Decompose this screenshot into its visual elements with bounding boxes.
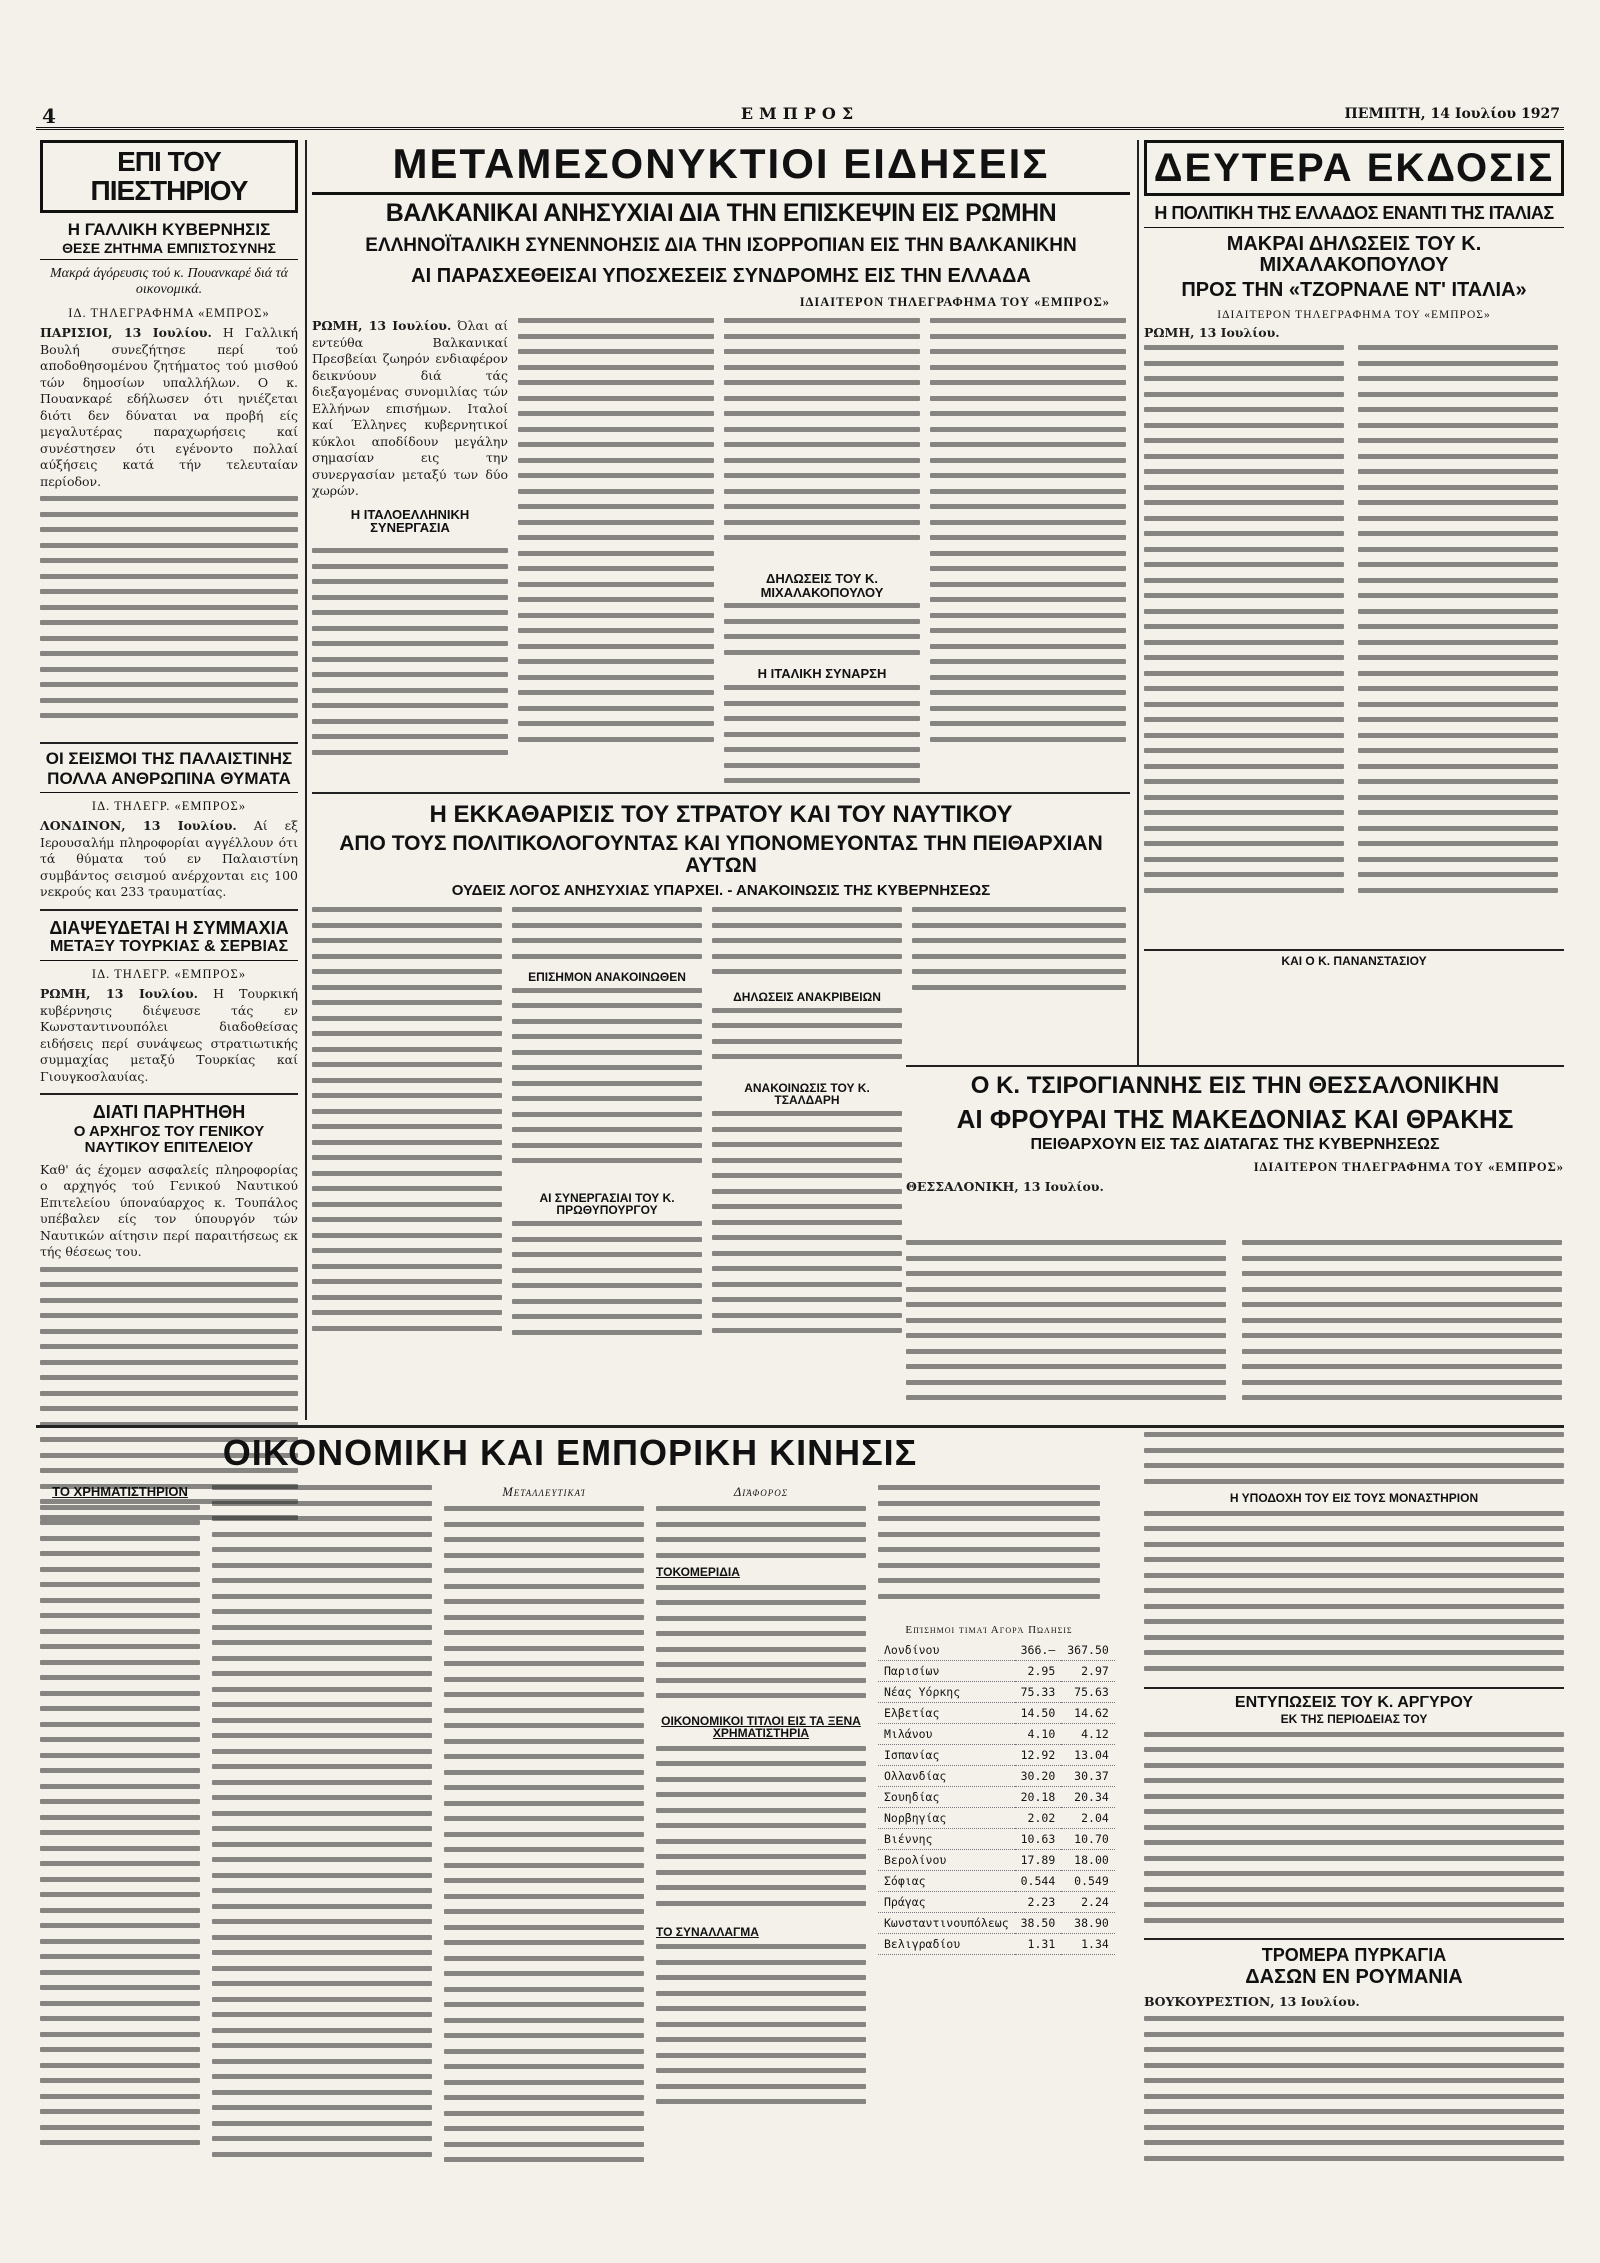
rate-sell: 75.63 bbox=[1061, 1682, 1115, 1703]
article-subhead: ΑΝΑΚΟΙΝΩΣΙΣ ΤΟΥ Κ. ΤΣΑΛΔΑΡΗ bbox=[744, 1080, 870, 1108]
rate-buy: 17.89 bbox=[1015, 1850, 1062, 1871]
main-headline: ΒΑΛΚΑΝΙΚΑΙ ΑΝΗΣΥΧΙΑΙ ΔΙΑ ΤΗΝ ΕΠΙΣΚΕΨΙΝ ΕΙΣ ΡΩΜΗΝ bbox=[385, 199, 1057, 227]
rate-city: Κωνσταντινουπόλεως bbox=[878, 1913, 1015, 1934]
dateline: ΡΩΜΗ, 13 Ιουλίου. bbox=[1144, 324, 1280, 340]
article-body-continuation bbox=[1242, 1240, 1562, 1410]
rate-city: Παρισίων bbox=[878, 1661, 1015, 1682]
finance-banner: ΟΙΚΟΝΟΜΙΚΗ ΚΑΙ ΕΜΠΟΡΙΚΗ ΚΙΝΗΣΙΣ bbox=[222, 1432, 918, 1473]
rate-sell: 4.12 bbox=[1061, 1724, 1115, 1745]
article-body-continuation bbox=[712, 907, 902, 987]
rate-city: Σόφιας bbox=[878, 1871, 1015, 1892]
dateline: ΛΟΝΔΙΝΟΝ, 13 Ιουλίου. bbox=[40, 818, 237, 833]
rate-city: Πράγας bbox=[878, 1892, 1015, 1913]
rate-buy: 1.31 bbox=[1015, 1934, 1062, 1955]
article-subhead: Η ΙΤΑΛΙΚΗ ΣΥΝΑΡΣΗ bbox=[757, 666, 887, 682]
rate-row bbox=[878, 1808, 1115, 1829]
rate-row bbox=[878, 1766, 1115, 1787]
rate-row bbox=[878, 1724, 1115, 1745]
article-body-continuation bbox=[712, 1111, 902, 1361]
rate-buy: 75.33 bbox=[1015, 1682, 1062, 1703]
rate-row bbox=[878, 1829, 1115, 1850]
rate-row bbox=[878, 1892, 1115, 1913]
article-text: Όλαι αί εντεύθα Βαλκανικαί Πρεσβείαι ζωηρόν ενδιαφέρον δεικνύουν διά τάς διεξαγομένας συνομιλίας τών Ελλήνων επισήμων. Ιταλοί καί Έλληνες κυβερνητικοί κύκλοι αποδίδουν μεγάλην σημασίαν εις την συνεργασίαν μεταξύ των δύο χωρών. bbox=[312, 318, 508, 499]
rate-city: Βερολίνου bbox=[878, 1850, 1015, 1871]
rate-buy: 30.20 bbox=[1015, 1766, 1062, 1787]
page-number: 4 bbox=[42, 104, 56, 128]
rate-sell: 367.50 bbox=[1061, 1640, 1115, 1661]
tsirogiannis-story bbox=[906, 1065, 1564, 1420]
finance-subhead: Μεταλλευτικαί bbox=[502, 1485, 586, 1499]
right-column bbox=[1144, 140, 1564, 1060]
rate-row bbox=[878, 1682, 1115, 1703]
rate-sell: 2.24 bbox=[1061, 1892, 1115, 1913]
column-rule bbox=[305, 140, 307, 1420]
article-subhead: ΕΠΙΣΗΜΟΝ ΑΝΑΚΟΙΝΩΘΕΝ bbox=[528, 970, 686, 985]
section-rule bbox=[40, 909, 298, 911]
rate-sell: 13.04 bbox=[1061, 1745, 1115, 1766]
dateline: ΡΩΜΗ, 13 Ιουλίου. bbox=[40, 986, 198, 1002]
article-body-continuation bbox=[512, 1221, 702, 1361]
dateline: ΠΑΡΙΣΙΟΙ, 13 Ιουλίου. bbox=[40, 325, 212, 341]
article-body-continuation bbox=[518, 318, 714, 778]
left-column bbox=[40, 140, 298, 1420]
article-text: Η Τουρκική κυβέρνησις διέψευσε τάς εν Κωνσταντινουπόλει διαδοθείσας ειδήσεις περί συνάψεως στρατιωτικής συμμαχίας μεταξύ Τουρκίας καί Γιουγκοσλαυίας. bbox=[40, 986, 298, 1084]
finance-listing bbox=[444, 1506, 644, 2226]
rate-buy: 10.63 bbox=[1015, 1829, 1062, 1850]
story-headline: ΤΡΟΜΕΡΑ ΠΥΡΚΑΓΙΑ bbox=[1261, 1944, 1447, 1965]
rate-city: Βιέννης bbox=[878, 1829, 1015, 1850]
finance-subhead: ΤΟ ΧΡΗΜΑΤΙΣΤΗΡΙΟΝ bbox=[52, 1484, 188, 1499]
article-subhead: ΑΙ ΣΥΝΕΡΓΑΣΙΑΙ ΤΟΥ Κ. ΠΡΩΘΥΠΟΥΡΓΟΥ bbox=[539, 1190, 675, 1218]
rate-row bbox=[878, 1787, 1115, 1808]
rate-row bbox=[878, 1850, 1115, 1871]
story-deck: Μακρά άγόρευσις τού κ. Πουανκαρέ διά τά οικονομικά. bbox=[50, 266, 288, 298]
article-col bbox=[512, 907, 702, 1361]
article-columns bbox=[312, 318, 1130, 788]
rate-buy: 20.18 bbox=[1015, 1787, 1062, 1808]
rate-buy: 12.92 bbox=[1015, 1745, 1062, 1766]
section-rule bbox=[36, 1425, 1564, 1428]
rate-city: Λονδίνου bbox=[878, 1640, 1015, 1661]
rate-city: Ελβετίας bbox=[878, 1703, 1015, 1724]
rate-row bbox=[878, 1703, 1115, 1724]
dateline: ΡΩΜΗ, 13 Ιουλίου. bbox=[312, 318, 452, 334]
rate-sell: 20.34 bbox=[1061, 1787, 1115, 1808]
story-subhead: ΔΑΣΩΝ ΕΝ ΡΟΥΜΑΝΙΑ bbox=[1245, 1965, 1463, 1988]
rate-row bbox=[878, 1661, 1115, 1682]
agency-line: ΙΔΙΑΙΤΕΡΟΝ ΤΗΛΕΓΡΑΦΗΜΑ ΤΟΥ «ΕΜΠΡΟΣ» bbox=[799, 295, 1110, 310]
rate-city: Νορβηγίας bbox=[878, 1808, 1015, 1829]
story-subhead: Ο ΑΡΧΗΓΟΣ ΤΟΥ ΓΕΝΙΚΟΥ ΝΑΥΤΙΚΟΥ ΕΠΙΤΕΛΕΙΟΥ bbox=[73, 1123, 265, 1156]
rate-row bbox=[878, 1934, 1115, 1955]
section-rule bbox=[906, 1065, 1564, 1067]
finance-listing bbox=[656, 1944, 866, 2124]
article-body-continuation bbox=[1144, 1732, 1564, 1932]
army-headline: Η ΕΚΚΑΘΑΡΙΣΙΣ ΤΟΥ ΣΤΡΑΤΟΥ ΚΑΙ ΤΟΥ ΝΑΥΤΙΚΟΥ bbox=[429, 801, 1013, 829]
rate-city: Μιλάνου bbox=[878, 1724, 1015, 1745]
article-subhead: ΔΗΛΩΣΕΙΣ ΤΟΥ Κ. ΜΙΧΑΛΑΚΟΠΟΥΛΟΥ bbox=[760, 571, 884, 600]
article-body bbox=[40, 818, 298, 901]
center-banner: ΜΕΤΑΜΕΣΟΝΥΚΤΙΟΙ ΕΙΔΗΣΕΙΣ bbox=[312, 140, 1130, 195]
article-text: Αί εξ Ιερουσαλήμ πληροφορίαι αγγέλλουν ότι τά θύματα τού εν Παλαιστίνη συμβάντος σεισμού ανέρχονται εις 100 νεκρούς και 233 τραυματίας. bbox=[40, 818, 298, 899]
finance-section bbox=[40, 1484, 1109, 2255]
agency-line: ΙΔΙΑΙΤΕΡΟΝ ΤΗΛΕΓΡΑΦΗΜΑ ΤΟΥ «ΕΜΠΡΟΣ» bbox=[1217, 308, 1491, 321]
finance-listing bbox=[656, 1746, 866, 1926]
finance-subhead: Διάφορος bbox=[733, 1485, 789, 1499]
article-lead bbox=[312, 318, 508, 539]
section-rule bbox=[312, 792, 1130, 794]
rate-buy: 366.— bbox=[1015, 1640, 1062, 1661]
main-subheadline: ΑΙ ΠΑΡΑΣΧΕΘΕΙΣΑΙ ΥΠΟΣΧΕΣΕΙΣ ΣΥΝΔΡΟΜΗΣ ΕΙΣ ΤΗΝ ΕΛΛΑΔΑ bbox=[411, 265, 1031, 288]
article-body-continuation bbox=[40, 496, 298, 736]
finance-col bbox=[656, 1485, 866, 2124]
story-subhead: ΘΕΣΕ ΖΗΤΗΜΑ ΕΜΠΙΣΤΟΣΥΝΗΣ bbox=[40, 241, 298, 261]
article-body-continuation bbox=[724, 318, 920, 568]
finance-listing bbox=[212, 1485, 432, 2225]
article-body-continuation bbox=[724, 685, 920, 795]
finance-listing bbox=[656, 1506, 866, 1566]
story-headline: Ο Κ. ΤΣΙΡΟΓΙΑΝΝΗΣ ΕΙΣ ΤΗΝ ΘΕΣΣΑΛΟΝΙΚΗΝ bbox=[970, 1072, 1500, 1099]
story-headline: Η ΓΑΛΛΙΚΗ ΚΥΒΕΡΝΗΣΙΣ bbox=[67, 219, 271, 239]
agency-line: ΙΔ. ΤΗΛΕΓΡΑΦΗΜΑ «ΕΜΠΡΟΣ» bbox=[68, 306, 270, 321]
section-rule bbox=[40, 742, 298, 744]
article-subhead: Η ΙΤΑΛΟΕΛΛΗΝΙΚΗ ΣΥΝΕΡΓΑΣΙΑ bbox=[350, 506, 470, 536]
rates-table-title: Επίσημοι τιμαί Αγορά Πώλησις bbox=[905, 1624, 1073, 1636]
rate-sell: 2.04 bbox=[1061, 1808, 1115, 1829]
article-body-continuation bbox=[312, 907, 502, 1367]
article-text: Καθ' άς έχομεν ασφαλείς πληροφορίας ο αρχηγός τού Γενικού Ναυτικού Επιτελείου ύποναύαρχος κ. Τουπάλος υπέβαλεν είς τον ύπουργόν τών Ναυτικών αίτησιν περί παραιτήσεως εκ τής θέσεως του. bbox=[40, 1161, 298, 1260]
section-title: ΕΠΙ ΤΟΥ ΠΙΕΣΤΗΡΙΟΥ bbox=[40, 140, 298, 213]
article-body-continuation bbox=[1144, 1511, 1564, 1681]
main-subheadline: ΕΛΛΗΝΟΪΤΑΛΙΚΗ ΣΥΝΕΝΝΟΗΣΙΣ ΔΙΑ ΤΗΝ ΙΣΟΡΡΟΠΙΑΝ ΕΙΣ ΤΗΝ ΒΑΛΚΑΝΙΚΗΝ bbox=[365, 235, 1077, 257]
exchange-rate-table bbox=[878, 1640, 1115, 1955]
story-subhead: ΕΚ ΤΗΣ ΠΕΡΙΟΔΕΙΑΣ ΤΟΥ bbox=[1280, 1712, 1428, 1727]
rate-sell: 0.549 bbox=[1061, 1871, 1115, 1892]
finance-listing bbox=[878, 1485, 1100, 1620]
rate-city: Βελιγραδίου bbox=[878, 1934, 1015, 1955]
rate-sell: 18.00 bbox=[1061, 1850, 1115, 1871]
story-subhead: ΠΟΛΛΑ ΑΝΘΡΩΠΙΝΑ ΘΥΜΑΤΑ bbox=[40, 770, 298, 793]
rate-buy: 4.10 bbox=[1015, 1724, 1062, 1745]
story-headline: ΔΙΑΨΕΥΔΕΤΑΙ Η ΣΥΜΜΑΧΙΑ bbox=[49, 917, 289, 938]
article-body-continuation bbox=[930, 318, 1126, 778]
rate-sell: 30.37 bbox=[1061, 1766, 1115, 1787]
article-body bbox=[40, 986, 298, 1085]
story-headline: Η ΠΟΛΙΤΙΚΗ ΤΗΣ ΕΛΛΑΔΟΣ ΕΝΑΝΤΙ ΤΗΣ ΙΤΑΛΙΑΣ bbox=[1144, 204, 1564, 228]
rate-buy: 2.02 bbox=[1015, 1808, 1062, 1829]
rate-sell: 14.62 bbox=[1061, 1703, 1115, 1724]
story-deck: ΠΕΙΘΑΡΧΟΥΝ ΕΙΣ ΤΑΣ ΔΙΑΤΑΓΑΣ ΤΗΣ ΚΥΒΕΡΝΗΣΕΩΣ bbox=[1030, 1136, 1440, 1154]
rate-row bbox=[878, 1640, 1115, 1661]
finance-subhead: ΤΟ ΣΥΝΑΛΛΑΓΜΑ bbox=[656, 1924, 759, 1939]
article-body-continuation bbox=[724, 603, 920, 663]
article-body-continuation bbox=[1144, 1432, 1564, 1492]
army-deck: ΟΥΔΕΙΣ ΛΟΓΟΣ ΑΝΗΣΥΧΙΑΣ ΥΠΑΡΧΕΙ. - ΑΝΑΚΟΙΝΩΣΙΣ ΤΗΣ ΚΥΒΕΡΝΗΣΕΩΣ bbox=[451, 882, 991, 900]
rate-buy: 2.23 bbox=[1015, 1892, 1062, 1913]
rate-city: Νέας Υόρκης bbox=[878, 1682, 1015, 1703]
story-subheadline: ΜΑΚΡΑΙ ΔΗΛΩΣΕΙΣ ΤΟΥ Κ. ΜΙΧΑΛΑΚΟΠΟΥΛΟΥ bbox=[1226, 232, 1482, 276]
article-body-continuation bbox=[1358, 345, 1558, 935]
article-body bbox=[40, 325, 298, 490]
article-columns bbox=[1144, 345, 1564, 945]
masthead bbox=[36, 104, 1564, 130]
rate-sell: 2.97 bbox=[1061, 1661, 1115, 1682]
article-text: Η Γαλλική Βουλή συνεζήτησε περί τού αποδοθησομένου ζητήματος τού μισθού τών δημοσίων υπαλλήλων. Ο κ. Πουανκαρέ εδήλωσεν ότι ηνιέζεται διότι δεν δύναται να προβή είς μεγαλυτέρας παραχωρήσεις καί συνέστησεν ότι εγένοντο πολλαί αύξήσεις κατά τήν τελευταίαν περίοδον. bbox=[40, 325, 298, 489]
rate-city: Σουηδίας bbox=[878, 1787, 1015, 1808]
rate-buy: 0.544 bbox=[1015, 1871, 1062, 1892]
story-subheadline: ΠΡΟΣ ΤΗΝ «ΤΖΟΡΝΑΛΕ ΝΤ' ΙΤΑΛΙΑ» bbox=[1181, 278, 1527, 301]
issue-date: ΠΕΜΠΤΗ, 14 Ιουλίου 1927 bbox=[1344, 106, 1560, 122]
dateline: ΘΕΣΣΑΛΟΝΙΚΗ, 13 Ιουλίου. bbox=[906, 1179, 1104, 1195]
article-body-continuation bbox=[712, 1008, 902, 1078]
finance-col bbox=[444, 1485, 644, 2226]
article-body-continuation bbox=[312, 548, 508, 778]
section-rule bbox=[40, 1093, 298, 1095]
section-rule bbox=[1144, 949, 1564, 951]
rate-buy: 14.50 bbox=[1015, 1703, 1062, 1724]
section-rule bbox=[1144, 1687, 1564, 1689]
article-body-continuation bbox=[1144, 2016, 1564, 2176]
rate-sell: 38.90 bbox=[1061, 1913, 1115, 1934]
rate-buy: 38.50 bbox=[1015, 1913, 1062, 1934]
finance-listing bbox=[656, 1585, 866, 1715]
agency-line: ΙΔ. ΤΗΛΕΓΡ. «ΕΜΠΡΟΣ» bbox=[91, 967, 247, 982]
section-rule bbox=[1144, 1938, 1564, 1940]
article-col bbox=[712, 907, 902, 1361]
army-subheadline: ΑΠΟ ΤΟΥΣ ΠΟΛΙΤΙΚΟΛΟΓΟΥΝΤΑΣ ΚΑΙ ΥΠΟΝΟΜΕΥΟΝΤΑΣ ΤΗΝ ΠΕΙΘΑΡΧΙΑΝ ΑΥΤΩΝ bbox=[339, 832, 1103, 878]
story-headline: ΔΙΑΤΙ ΠΑΡΗΤΗΘΗ bbox=[92, 1102, 246, 1123]
finance-listing bbox=[40, 1505, 200, 2205]
article-body-continuation bbox=[512, 988, 702, 1188]
article-subhead: ΔΗΛΩΣΕΙΣ ΑΝΑΚΡΙΒΕΙΩΝ bbox=[733, 990, 881, 1005]
article-body-continuation bbox=[1144, 345, 1344, 935]
finance-subhead: ΟΙΚΟΝΟΜΙΚΟΙ ΤΙΤΛΟΙ ΕΙΣ ΤΑ ΞΕΝΑ ΧΡΗΜΑΤΙΣΤΗΡΙΑ bbox=[661, 1713, 861, 1741]
rate-row bbox=[878, 1745, 1115, 1766]
article-subhead: Η ΥΠΟΔΟΧΗ ΤΟΥ ΕΙΣ ΤΟΥΣ ΜΟΝΑΣΤΗΡΙΟΝ bbox=[1229, 1491, 1479, 1505]
right-lower-stack bbox=[1144, 1432, 1564, 2257]
article-col bbox=[724, 318, 920, 795]
rate-row bbox=[878, 1871, 1115, 1892]
story-subhead: ΜΕΤΑΞΥ ΤΟΥΡΚΙΑΣ & ΣΕΡΒΙΑΣ bbox=[40, 939, 298, 961]
dateline: ΒΟΥΚΟΥΡΕΣΤΙΟΝ, 13 Ιουλίου. bbox=[1144, 1993, 1360, 2009]
article-body-continuation bbox=[912, 907, 1126, 1002]
exchange-rate-box bbox=[878, 1485, 1109, 1955]
article-subhead: ΚΑΙ Ο Κ. ΠΑΝΑΝΣΤΑΣΙΟΥ bbox=[1281, 954, 1427, 969]
article-body-continuation bbox=[512, 907, 702, 967]
article-body-continuation bbox=[906, 1240, 1226, 1410]
story-subheadline: ΑΙ ΦΡΟΥΡΑΙ ΤΗΣ ΜΑΚΕΔΟΝΙΑΣ ΚΑΙ ΘΡΑΚΗΣ bbox=[956, 1104, 1514, 1135]
story-headline: ΟΙ ΣΕΙΣΜΟΙ ΤΗΣ ΠΑΛΑΙΣΤΙΝΗΣ bbox=[45, 749, 293, 769]
agency-line: ΙΔ. ΤΗΛΕΓΡ. «ΕΜΠΡΟΣ» bbox=[91, 799, 247, 813]
rate-city: Ισπανίας bbox=[878, 1745, 1015, 1766]
rate-city: Ολλανδίας bbox=[878, 1766, 1015, 1787]
second-edition-banner: ΔΕΥΤΕΡΑ ΕΚΔΟΣΙΣ bbox=[1144, 140, 1564, 196]
rate-row bbox=[878, 1913, 1115, 1934]
rate-buy: 2.95 bbox=[1015, 1661, 1062, 1682]
finance-subhead: ΤΟΚΟΜΕΡΙΔΙΑ bbox=[656, 1565, 740, 1579]
story-headline: ΕΝΤΥΠΩΣΕΙΣ ΤΟΥ Κ. ΑΡΓΥΡΟΥ bbox=[1234, 1693, 1474, 1711]
rate-sell: 1.34 bbox=[1061, 1934, 1115, 1955]
finance-col bbox=[40, 1485, 200, 2205]
newspaper-name: ΕΜΠΡΟΣ bbox=[740, 104, 860, 123]
agency-line: ΙΔΙΑΙΤΕΡΟΝ ΤΗΛΕΓΡΑΦΗΜΑ ΤΟΥ «ΕΜΠΡΟΣ» bbox=[1253, 1160, 1564, 1175]
rate-sell: 10.70 bbox=[1061, 1829, 1115, 1850]
